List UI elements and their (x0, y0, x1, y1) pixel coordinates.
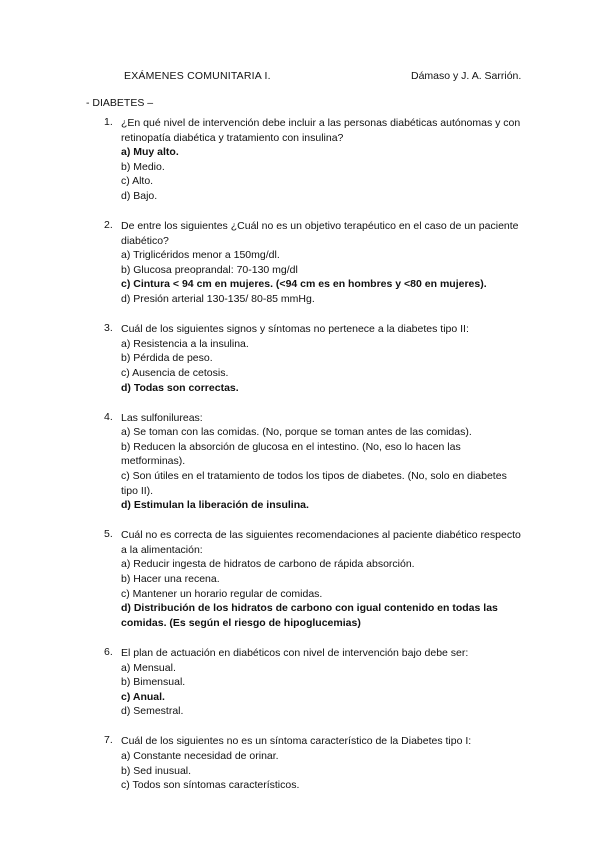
question-text: Cuál de los siguientes signos y síntomas no pertenece a la diabetes tipo II: (121, 323, 469, 336)
answer-option: c) Son útiles en el tratamiento de todos los tipos de diabetes. (No, solo en diabetes tipo II). (121, 469, 507, 497)
question-2 (104, 219, 524, 307)
answer-option: b) Reducen la absorción de glucosa en el intestino. (No, eso lo hacen las metforminas). (121, 440, 461, 468)
question-text: ¿En qué nivel de intervención debe incluir a las personas diabéticas autónomas y con retinopatía diabética y tratamiento con insulina? (121, 117, 521, 144)
question-number: 7. (104, 734, 113, 747)
answer-option: b) Pérdida de peso. (121, 352, 213, 365)
answer-option: a) Reducir ingesta de hidratos de carbono de rápida absorción. (121, 558, 415, 571)
answer-option: c) Cintura < 94 cm en mujeres. (<94 cm es en hombres y <80 en mujeres). (121, 278, 487, 291)
question-text: Cuál de los siguientes no es un síntoma característico de la Diabetes tipo I: (121, 735, 472, 748)
answer-option: c) Mantener un horario regular de comidas. (121, 587, 323, 600)
section-title: - DIABETES – (86, 97, 154, 109)
answer-option: a) Triglicéridos menor a 150mg/dl. (121, 249, 280, 262)
question-number: 1. (104, 116, 113, 128)
answer-option: a) Resistencia a la insulina. (121, 337, 249, 350)
answer-option: c) Anual. (121, 690, 165, 703)
question-5 (104, 528, 524, 630)
answer-option: d) Bajo. (121, 189, 158, 202)
answer-option: d) Todas son correctas. (121, 381, 239, 394)
answer-option: a) Constante necesidad de orinar. (121, 749, 279, 762)
header-authors: Dámaso y J. A. Sarrión. (411, 70, 522, 82)
question-text: Las sulfonilureas: (121, 411, 203, 424)
question-7 (104, 734, 524, 792)
answer-option: d) Presión arterial 130-135/ 80-85 mmHg. (121, 293, 315, 306)
answer-option: b) Medio. (121, 160, 165, 173)
answer-option: a) Muy alto. (121, 146, 179, 159)
answer-option: c) Ausencia de cetosis. (121, 366, 229, 379)
question-number: 6. (104, 645, 113, 658)
question-text: De entre los siguientes ¿Cuál no es un objetivo terapéutico en el caso de un paciente diabético? (121, 220, 519, 247)
answer-option: a) Se toman con las comidas. (No, porque se toman antes de las comidas). (121, 426, 472, 439)
question-list (104, 116, 524, 808)
header-title: EXÁMENES COMUNITARIA I. (124, 70, 271, 82)
answer-option: b) Glucosa preoprandal: 70-130 mg/dl (121, 263, 298, 276)
question-3 (104, 322, 524, 395)
answer-option: a) Mensual. (121, 661, 176, 674)
answer-option: b) Bimensual. (121, 676, 186, 689)
answer-option: c) Alto. (121, 175, 154, 188)
question-4 (104, 411, 524, 513)
answer-option: b) Hacer una recena. (121, 573, 220, 586)
answer-option: d) Semestral. (121, 705, 184, 718)
question-text: El plan de actuación en diabéticos con nivel de intervención bajo debe ser: (121, 646, 469, 659)
question-1 (104, 116, 524, 204)
question-text: Cuál no es correcta de las siguientes recomendaciones al paciente diabético respecto a la alimentación: (121, 529, 521, 556)
question-6 (104, 646, 524, 719)
question-number: 3. (104, 322, 113, 335)
answer-option: d) Distribución de los hidratos de carbono con igual contenido en todas las comidas. (Es según el riesgo de hipoglucemias) (121, 602, 498, 629)
question-number: 4. (104, 410, 113, 423)
answer-option: b) Sed inusual. (121, 764, 192, 777)
question-number: 2. (104, 219, 113, 232)
answer-option: d) Estimulan la liberación de insulina. (121, 499, 309, 512)
answer-option: c) Todos son síntomas característicos. (121, 779, 300, 792)
question-number: 5. (104, 528, 113, 541)
